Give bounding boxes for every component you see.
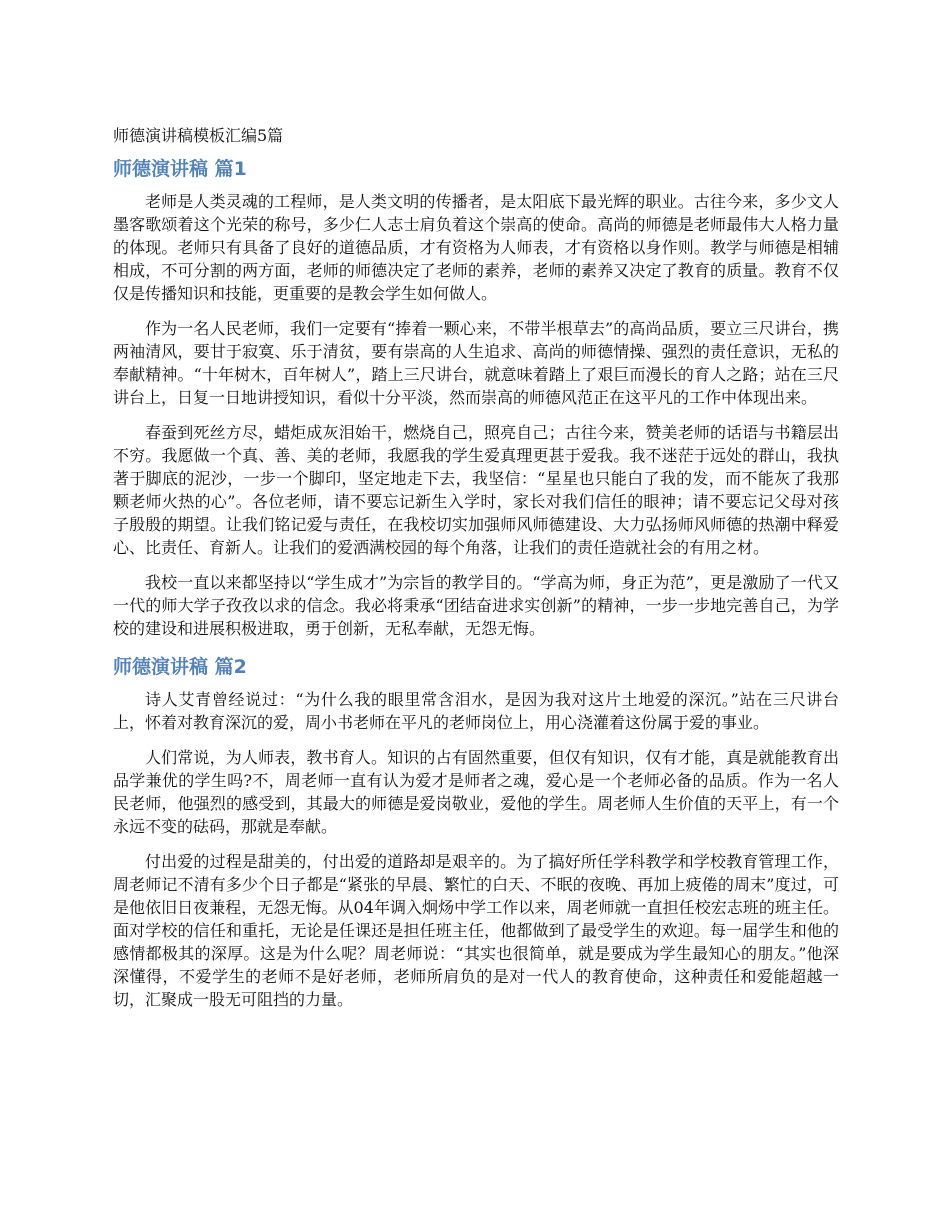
section-2-paragraph-1: 诗人艾青曾经说过：“为什么我的眼里常含泪水，是因为我对这片土地爱的深沉。”站在三尺讲台上，怀着对教育深沉的爱，周小书老师在平凡的老师岗位上，用心浇灌着这份属于爱的事业。	[113, 690, 839, 732]
section-2-paragraph-2: 人们常说，为人师表，教书育人。知识的占有固然重要，但仅有知识，仅有才能，真是就能教育出品学兼优的学生吗?不，周老师一直有认为爱才是师者之魂，爱心是一个老师必备的品质。作为一名人民老师，他强烈的感受到，其最大的师德是爱岗敬业，爱他的学生。周老师人生价值的天平上，有一个永远不变的砝码，那就是奉献。	[113, 748, 839, 836]
document-title: 师德演讲稿模板汇编5篇	[113, 126, 284, 145]
section-heading-1: 师德演讲稿 篇1	[113, 158, 247, 180]
section-2-paragraph-3: 付出爱的过程是甜美的，付出爱的道路却是艰辛的。为了搞好所任学科教学和学校教育管理工作，周老师记不清有多少个日子都是“紧张的早晨、繁忙的白天、不眠的夜晚、再加上疲倦的周末”度过，可是他依旧日夜兼程，无怨无悔。从04年调入炯炀中学工作以来，周老师就一直担任校宏志班的班主任。面对学校的信任和重托，无论是任课还是担任班主任，他都做到了最受学生的欢迎。每一届学生和他的感情都极其的深厚。这是为什么呢？周老师说：“其实也很简单，就是要成为学生最知心的朋友。”他深深懂得，不爱学生的老师不是好老师，老师所肩负的是对一代人的教育使命，这种责任和爱能超越一切，汇聚成一股无可阻挡的力量。	[113, 852, 839, 1009]
section-1-paragraph-3: 春蚕到死丝方尽，蜡炬成灰泪始干，燃烧自己，照亮自己；古往今来，赞美老师的话语与书籍层出不穷。我愿做一个真、善、美的老师，我愿我的学生爱真理更甚于爱我。我不迷茫于远处的群山，我执著于脚底的泥沙，一步一个脚印，坚定地走下去，我坚信：“星星也只能白了我的发，而不能灰了我那颗老师火热的心”。各位老师，请不要忘记新生入学时，家长对我们信任的眼神；请不要忘记父母对孩子殷殷的期望。让我们铭记爱与责任，在我校切实加强师风师德建设、大力弘扬师风师德的热潮中释爱心、比责任、育新人。让我们的爱洒满校园的每个角落，让我们的责任造就社会的有用之材。	[113, 423, 839, 557]
section-heading-2: 师德演讲稿 篇2	[113, 656, 247, 678]
section-1-paragraph-2: 作为一名人民老师，我们一定要有“捧着一颗心来，不带半根草去”的高尚品质，要立三尺讲台，携两袖清风，要甘于寂寞、乐于清贫，要有崇高的人生追求、高尚的师德情操、强烈的责任意识，无私的奉献精神。“十年树木，百年树人”，踏上三尺讲台，就意味着踏上了艰巨而漫长的育人之路；站在三尺讲台上，日复一日地讲授知识，看似十分平淡，然而崇高的师德风范正在这平凡的工作中体现出来。	[113, 319, 839, 407]
section-1-paragraph-1: 老师是人类灵魂的工程师，是人类文明的传播者，是太阳底下最光辉的职业。古往今来，多少文人墨客歌颂着这个光荣的称号，多少仁人志士肩负着这个崇高的使命。高尚的师德是老师最伟大人格力量的体现。老师只有具备了良好的道德品质，才有资格为人师表，才有资格以身作则。教学与师德是相辅相成，不可分割的两方面，老师的师德决定了老师的素养，老师的素养又决定了教育的质量。教育不仅仅是传播知识和技能，更重要的是教会学生如何做人。	[113, 192, 839, 303]
document-body	[113, 124, 839, 1023]
section-1-paragraph-4: 我校一直以来都坚持以“学生成才”为宗旨的教学目的。“学高为师，身正为范”，更是激励了一代又一代的师大学子孜孜以求的信念。我必将秉承“团结奋进求实创新”的精神，一步一步地完善自己，为学校的建设和进展积极进取，勇于创新，无私奉献，无怨无悔。	[113, 573, 839, 638]
